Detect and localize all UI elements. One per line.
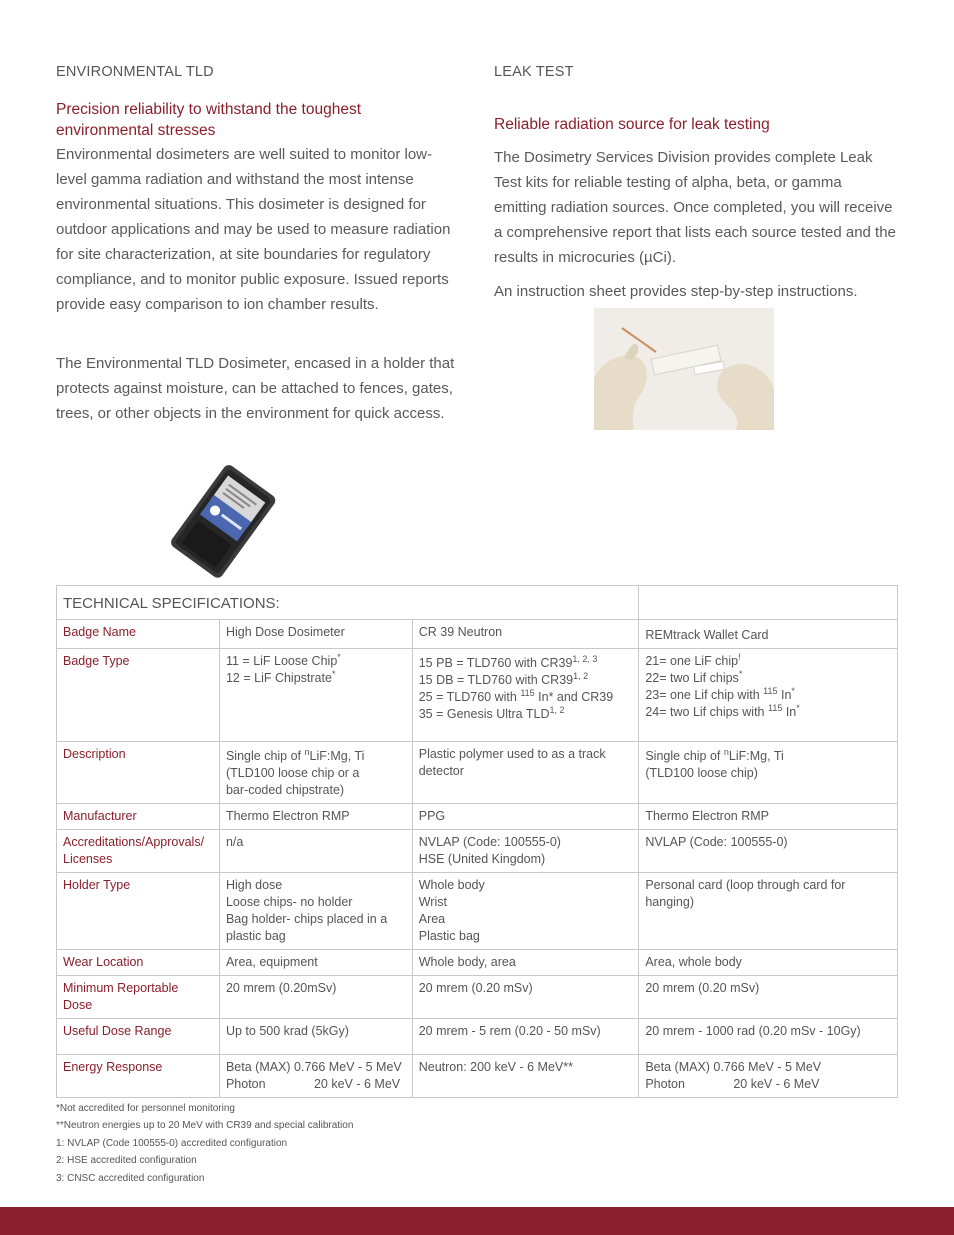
cell-text: (TLD100 loose chip) bbox=[645, 766, 758, 780]
table-cell: Area, equipment bbox=[219, 950, 412, 976]
cell-text: Single chip of bbox=[225, 749, 305, 763]
row-label-line: Licenses bbox=[63, 852, 113, 866]
section-title-leak-test: LEAK TEST bbox=[494, 64, 574, 80]
table-cell: Personal card (loop through card for hanging) bbox=[639, 873, 898, 950]
cell-sup: ! bbox=[738, 652, 741, 662]
table-cell: Thermo Electron RMP bbox=[639, 804, 898, 830]
table-cell: Up to 500 krad (5kGy) bbox=[219, 1019, 412, 1055]
row-label: Energy Response bbox=[57, 1055, 220, 1098]
table-row bbox=[57, 830, 898, 873]
table-cell: 20 mrem - 5 rem (0.20 - 50 mSv) bbox=[412, 1019, 639, 1055]
row-label: Badge Type bbox=[57, 649, 220, 742]
table-row bbox=[57, 649, 898, 742]
table-cell bbox=[412, 649, 639, 742]
cell-sup: 1, 2 bbox=[573, 671, 589, 681]
technical-specifications-table bbox=[56, 585, 898, 1098]
table-row bbox=[57, 620, 898, 649]
row-label: Holder Type bbox=[57, 873, 220, 950]
table-cell: 20 mrem (0.20 mSv) bbox=[639, 976, 898, 1019]
cell-text: Bag holder- chips placed in a bbox=[225, 912, 388, 926]
table-cell: REMtrack Wallet Card bbox=[639, 620, 898, 649]
cell-text: (TLD100 loose chip or a bbox=[225, 766, 360, 780]
table-cell bbox=[219, 1055, 412, 1098]
cell-sup: * bbox=[337, 652, 341, 662]
cell-text: Wrist bbox=[418, 895, 447, 909]
section-title-environmental-tld: ENVIRONMENTAL TLD bbox=[56, 64, 214, 80]
environmental-paragraph-2: The Environmental TLD Dosimeter, encased in a holder that protects against moisture, can be attached to fences, gates, trees, or other objects in the environment for quick access. bbox=[56, 355, 455, 422]
cell-text: Area bbox=[418, 912, 446, 926]
row-label-line: Minimum Reportable bbox=[63, 981, 179, 995]
footer-bar bbox=[0, 1207, 954, 1235]
cell-text: 25 = TLD760 with bbox=[418, 690, 521, 704]
cell-text: Photon bbox=[225, 1077, 266, 1091]
table-cell: PPG bbox=[412, 804, 639, 830]
table-row bbox=[57, 1019, 898, 1055]
table-cell bbox=[412, 830, 639, 873]
cell-text: 20 keV - 6 MeV bbox=[313, 1077, 401, 1091]
cell-text: 21= one LiF chip bbox=[645, 654, 739, 668]
table-cell: 21= one LiF chip! 22= two Lif chips* 23= one Lif chip with $^{115}$ In* 24= two Lif chips with $^{115}$ In* bbox=[639, 649, 898, 742]
table-cell: Neutron: 200 keV - 6 MeV** bbox=[412, 1055, 639, 1098]
cell-text: Beta (MAX) 0.766 MeV - 5 MeV bbox=[645, 1060, 822, 1074]
table-cell: 20 mrem - 1000 rad (0.20 mSv - 10Gy) bbox=[639, 1019, 898, 1055]
cell-sup: * bbox=[738, 669, 743, 679]
cell-text: In bbox=[777, 688, 792, 702]
footnote: **Neutron energies up to 20 MeV with CR39 and special calibration bbox=[56, 1120, 354, 1132]
footnote: 3: CNSC accredited configuration bbox=[56, 1172, 205, 1184]
cell-sup: * bbox=[331, 669, 336, 679]
cell-text: LiF:Mg, Ti bbox=[728, 749, 784, 763]
cell-text: Loose chips- no holder bbox=[225, 895, 353, 909]
table-cell bbox=[639, 742, 898, 804]
table-cell: Plastic polymer used to as a track detector bbox=[412, 742, 639, 804]
cell-text: 15 PB = TLD760 with CR39 bbox=[418, 656, 573, 670]
cell-text: bar-coded chipstrate) bbox=[225, 783, 345, 797]
table-cell: 20 mrem (0.20mSv) bbox=[219, 976, 412, 1019]
cell-text: 23= one Lif chip with bbox=[645, 688, 764, 702]
table-cell: Area, whole body bbox=[639, 950, 898, 976]
row-label-line: Dose bbox=[63, 998, 93, 1012]
footnotes bbox=[56, 1100, 353, 1187]
cell-text: NVLAP (Code: 100555-0) bbox=[418, 835, 561, 849]
table-cell: NVLAP (Code: 100555-0) bbox=[639, 830, 898, 873]
table-row bbox=[57, 976, 898, 1019]
cell-text: Whole body bbox=[418, 878, 485, 892]
table-row bbox=[57, 950, 898, 976]
cell-text: 20 keV - 6 MeV bbox=[733, 1077, 820, 1091]
cell-sup: 115 bbox=[767, 703, 783, 713]
cell-text: HSE (United Kingdom) bbox=[418, 852, 546, 866]
row-label: Manufacturer bbox=[57, 804, 220, 830]
row-label: Useful Dose Range bbox=[57, 1019, 220, 1055]
cell-sup: n bbox=[304, 747, 310, 757]
table-cell: n/a bbox=[219, 830, 412, 873]
table-cell: High Dose Dosimeter bbox=[219, 620, 412, 649]
table-cell: Whole body, area bbox=[412, 950, 639, 976]
leak-test-kit-image bbox=[594, 308, 774, 430]
cell-sup: 115 bbox=[763, 686, 778, 696]
table-cell bbox=[219, 873, 412, 950]
row-label bbox=[57, 976, 220, 1019]
environmental-tld-dosimeter-image bbox=[162, 460, 284, 584]
cell-text: 11 = LiF Loose Chip bbox=[225, 654, 338, 668]
cell-text: In* and CR39 bbox=[534, 690, 614, 704]
cell-sup: 115 bbox=[520, 688, 535, 698]
cell-text: 15 DB = TLD760 with CR39 bbox=[418, 673, 574, 687]
cell-text: Single chip of bbox=[645, 749, 724, 763]
table-row bbox=[57, 873, 898, 950]
table-row bbox=[57, 742, 898, 804]
cell-text: LiF:Mg, Ti bbox=[309, 749, 365, 763]
cell-text: Beta (MAX) 0.766 MeV - 5 MeV bbox=[225, 1060, 402, 1074]
table-cell bbox=[412, 873, 639, 950]
cell-text: High dose bbox=[225, 878, 283, 892]
table-row bbox=[57, 804, 898, 830]
table-cell: 20 mrem (0.20 mSv) bbox=[412, 976, 639, 1019]
footnote: *Not accredited for personnel monitoring bbox=[56, 1103, 235, 1114]
cell-text: 24= two Lif chips with bbox=[645, 705, 768, 719]
row-label bbox=[57, 830, 220, 873]
cell-sup: n bbox=[723, 747, 729, 757]
table-title-row bbox=[57, 586, 898, 620]
cell-text: Plastic bag bbox=[418, 929, 480, 943]
row-label-line: Accreditations/Approvals/ bbox=[63, 835, 205, 849]
table-title: TECHNICAL SPECIFICATIONS: bbox=[57, 586, 639, 620]
environmental-paragraph-1: Environmental dosimeters are well suited to monitor low-level gamma radiation and withstand the most intense environmental situations. This dosimeter is designed for outdoor applications and may be used to measure radiation for site characterization, at site boundaries for regulatory compliance, and to monitor public exposure. Issued reports provide easy comparison to ion chamber results. bbox=[56, 146, 451, 313]
footnote: 2: HSE accredited configuration bbox=[56, 1155, 197, 1167]
cell-sup: 1, 2 bbox=[549, 705, 565, 715]
cell-text: 35 = Genesis Ultra TLD bbox=[418, 707, 550, 721]
cell-text: Photon bbox=[645, 1077, 685, 1091]
cell-text: 12 = LiF Chipstrate bbox=[225, 671, 332, 685]
row-label: Description bbox=[57, 742, 220, 804]
table-row bbox=[57, 1055, 898, 1098]
cell-sup: 1, 2, 3 bbox=[572, 654, 598, 664]
subheading-reliable-source: Reliable radiation source for leak testing bbox=[494, 116, 770, 133]
row-label: Badge Name bbox=[57, 620, 220, 649]
table-cell: CR 39 Neutron bbox=[412, 620, 639, 649]
cell-text: 22= two Lif chips bbox=[645, 671, 739, 685]
table-cell: Thermo Electron RMP bbox=[219, 804, 412, 830]
subheading-precision-reliability: Precision reliability to withstand the toughest environmental stresses bbox=[56, 101, 361, 139]
table-cell bbox=[219, 742, 412, 804]
table-title-empty-cell bbox=[639, 586, 898, 620]
cell-text: plastic bag bbox=[225, 929, 286, 943]
leak-test-paragraph-2: An instruction sheet provides step-by-step instructions. bbox=[494, 283, 858, 300]
leak-test-paragraph-1: The Dosimetry Services Division provides complete Leak Test kits for reliable testing of alpha, beta, or gamma emitting radiation sources. Once completed, you will receive a comprehensive report that lists each source tested and the results in microcuries (µCi). bbox=[494, 149, 896, 266]
row-label: Wear Location bbox=[57, 950, 220, 976]
footnote: 1: NVLAP (Code 100555-0) accredited configuration bbox=[56, 1137, 288, 1149]
cell-text: In bbox=[782, 705, 797, 719]
table-cell bbox=[639, 1055, 898, 1098]
table-cell bbox=[219, 649, 412, 742]
